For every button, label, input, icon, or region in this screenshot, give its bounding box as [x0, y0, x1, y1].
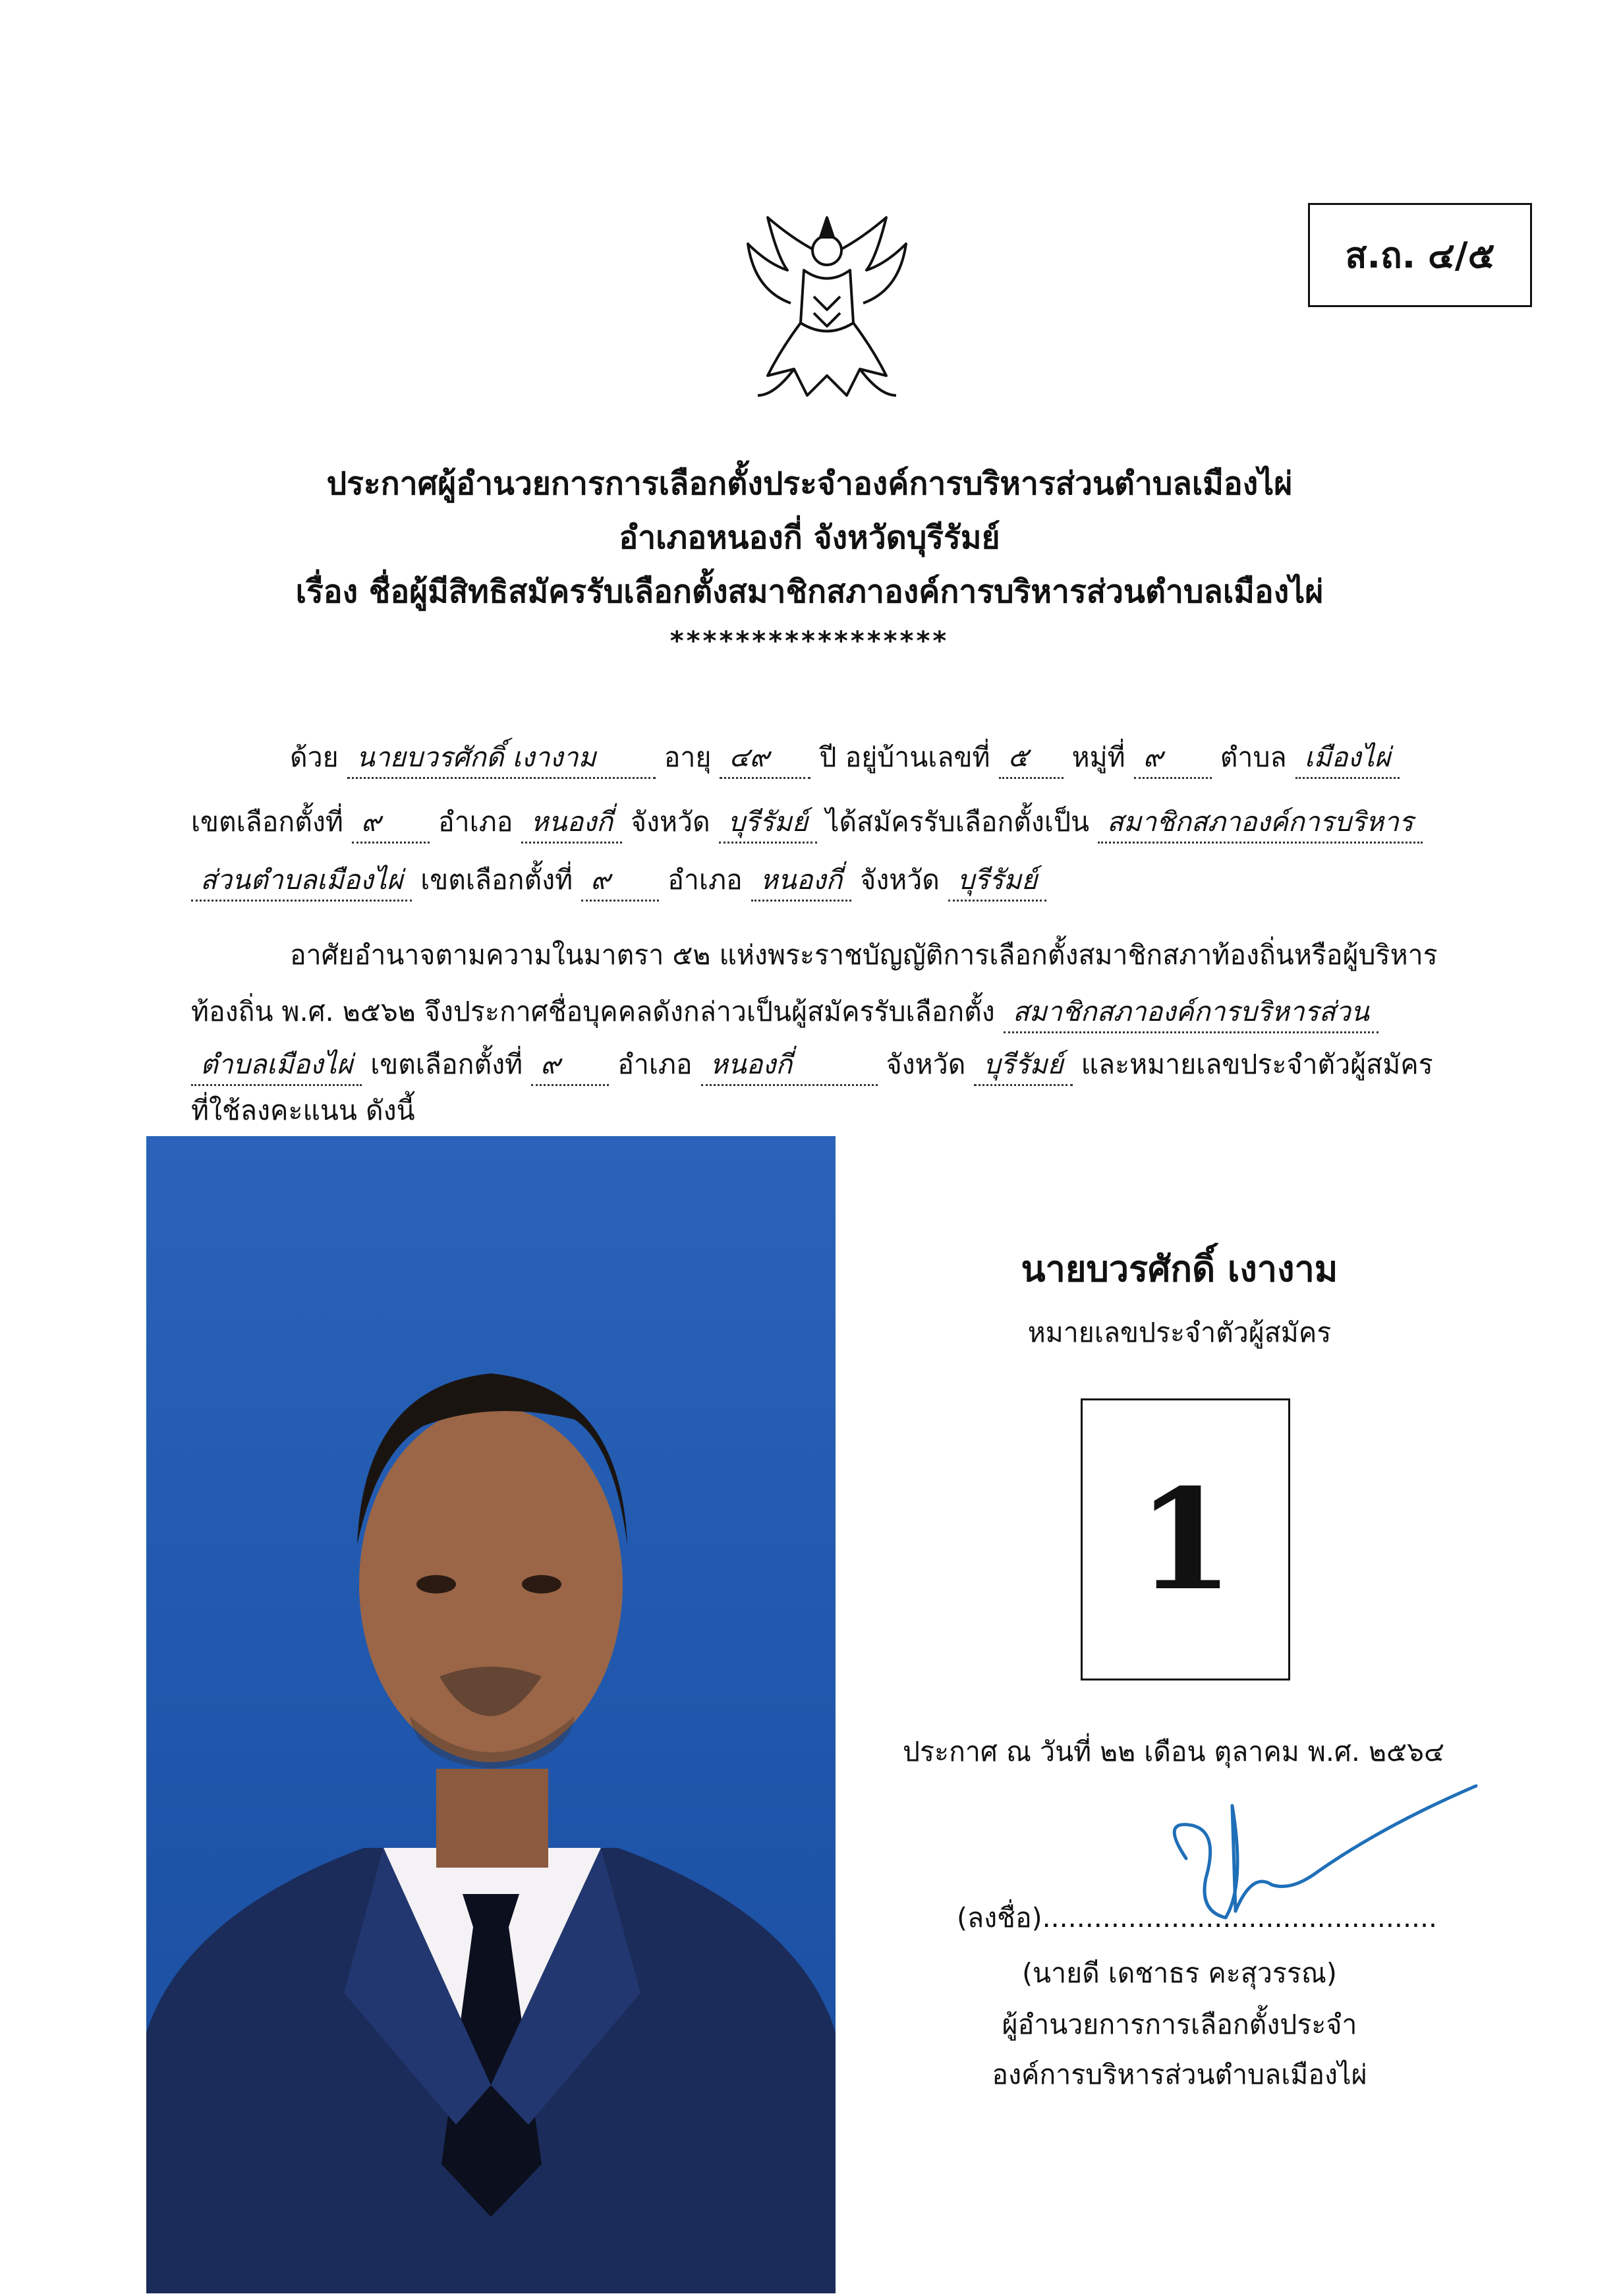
para1-line3 — [191, 855, 1483, 904]
para2-line2 — [191, 987, 1483, 1036]
text: จังหวัด — [860, 864, 940, 896]
fill-zone2: ๙ — [581, 860, 659, 902]
portrait-illustration — [146, 1136, 836, 2293]
candidate-number: 1 — [1137, 1458, 1234, 1621]
text: เขตเลือกตั้งที่ — [420, 864, 573, 896]
text: หมู่ที่ — [1071, 741, 1125, 773]
candidate-photo — [146, 1136, 836, 2293]
signer-title-1: ผู้อำนวยการการเลือกตั้งประจำ — [1002, 2009, 1357, 2040]
fill-position-b: ตำบลเมืองไผ่ — [191, 1045, 362, 1086]
para2-line1: อาศัยอำนาจตามความในมาตรา ๕๒ แห่งพระราชบัญญัติการเลือกตั้งสมาชิกสภาท้องถิ่นหรือผู้บริหาร — [290, 939, 1438, 971]
fill-amphoe: หนองกี่ — [701, 1045, 878, 1086]
text: ได้สมัครรับเลือกตั้งเป็น — [825, 806, 1089, 838]
text: อำเภอ — [667, 864, 743, 896]
garuda-emblem-icon — [728, 198, 926, 422]
fill-province2: บุรีรัมย์ — [948, 860, 1046, 902]
fill-amphoe: หนองกี่ — [521, 802, 622, 844]
text: ตำบล — [1220, 741, 1287, 773]
fill-zone: ๙ — [352, 802, 430, 844]
title-line-2: อำเภอหนองกี่ จังหวัดบุรีรัมย์ — [619, 519, 1000, 556]
text: ด้วย — [290, 741, 339, 773]
para1-line2 — [191, 797, 1483, 846]
text: จังหวัด — [886, 1048, 966, 1080]
fill-age: ๔๙ — [720, 737, 810, 779]
para1-line1 — [290, 733, 1581, 782]
title-stars: ***************** — [669, 626, 950, 656]
fill-zone: ๙ — [531, 1045, 609, 1086]
fill-moo: ๙ — [1134, 737, 1212, 779]
para2-line3 — [191, 1040, 1483, 1089]
fill-position-b: ส่วนตำบลเมืองไผ่ — [191, 860, 412, 902]
text: อายุ — [664, 741, 712, 773]
title-line-1: ประกาศผู้อำนวยการการเลือกตั้งประจำองค์การบริหารส่วนตำบลเมืองไผ่ — [326, 465, 1293, 502]
form-code-box — [1308, 203, 1532, 307]
announcement-date: ประกาศ ณ วันที่ ๒๒ เดือน ตุลาคม พ.ศ. ๒๕๖๔ — [903, 1736, 1445, 1767]
title-line-3: เรื่อง ชื่อผู้มีสิทธิสมัครรับเลือกตั้งสมาชิกสภาองค์การบริหารส่วนตำบลเมืองไผ่ — [295, 573, 1324, 610]
text: ปี อยู่บ้านเลขที่ — [819, 741, 990, 773]
candidate-name: นายบวรศักดิ์ เงางาม — [1021, 1248, 1338, 1290]
text: เขตเลือกตั้งที่ — [370, 1048, 523, 1080]
signer-title-2: องค์การบริหารส่วนตำบลเมืองไผ่ — [992, 2059, 1367, 2090]
candidate-number-label: หมายเลขประจำตัวผู้สมัคร — [1027, 1317, 1332, 1348]
text: เขตเลือกตั้งที่ — [191, 806, 343, 838]
text: อำเภอ — [438, 806, 513, 838]
text: อำเภอ — [617, 1048, 693, 1080]
fill-position-a: สมาชิกสภาองค์การบริหาร — [1098, 802, 1423, 844]
candidate-number-box — [1081, 1398, 1290, 1680]
fill-position-a: สมาชิกสภาองค์การบริหารส่วน — [1004, 992, 1378, 1033]
signer-name: (นายดี เดชาธร คะสุวรรณ) — [1022, 1957, 1337, 1989]
para2-line4: ที่ใช้ลงคะแนน ดังนี้ — [191, 1095, 415, 1126]
signature-line: (ลงชื่อ).............................................. — [957, 1902, 1438, 1934]
fill-province: บุรีรัมย์ — [974, 1045, 1072, 1086]
fill-tambon: เมืองไผ่ — [1295, 737, 1400, 779]
form-code: ส.ถ. ๔/๕ — [1345, 235, 1495, 276]
fill-amphoe2: หนองกี่ — [751, 860, 852, 902]
text: ท้องถิ่น พ.ศ. ๒๕๖๒ จึงประกาศชื่อบุคคลดังกล่าวเป็นผู้สมัครรับเลือกตั้ง — [191, 996, 995, 1027]
fill-house-no: ๕ — [999, 737, 1064, 779]
text: และหมายเลขประจำตัวผู้สมัคร — [1081, 1048, 1433, 1080]
fill-name: นายบวรศักดิ์ เงางาม — [347, 737, 656, 779]
fill-province: บุรีรัมย์ — [719, 802, 817, 844]
text: จังหวัด — [630, 806, 710, 838]
